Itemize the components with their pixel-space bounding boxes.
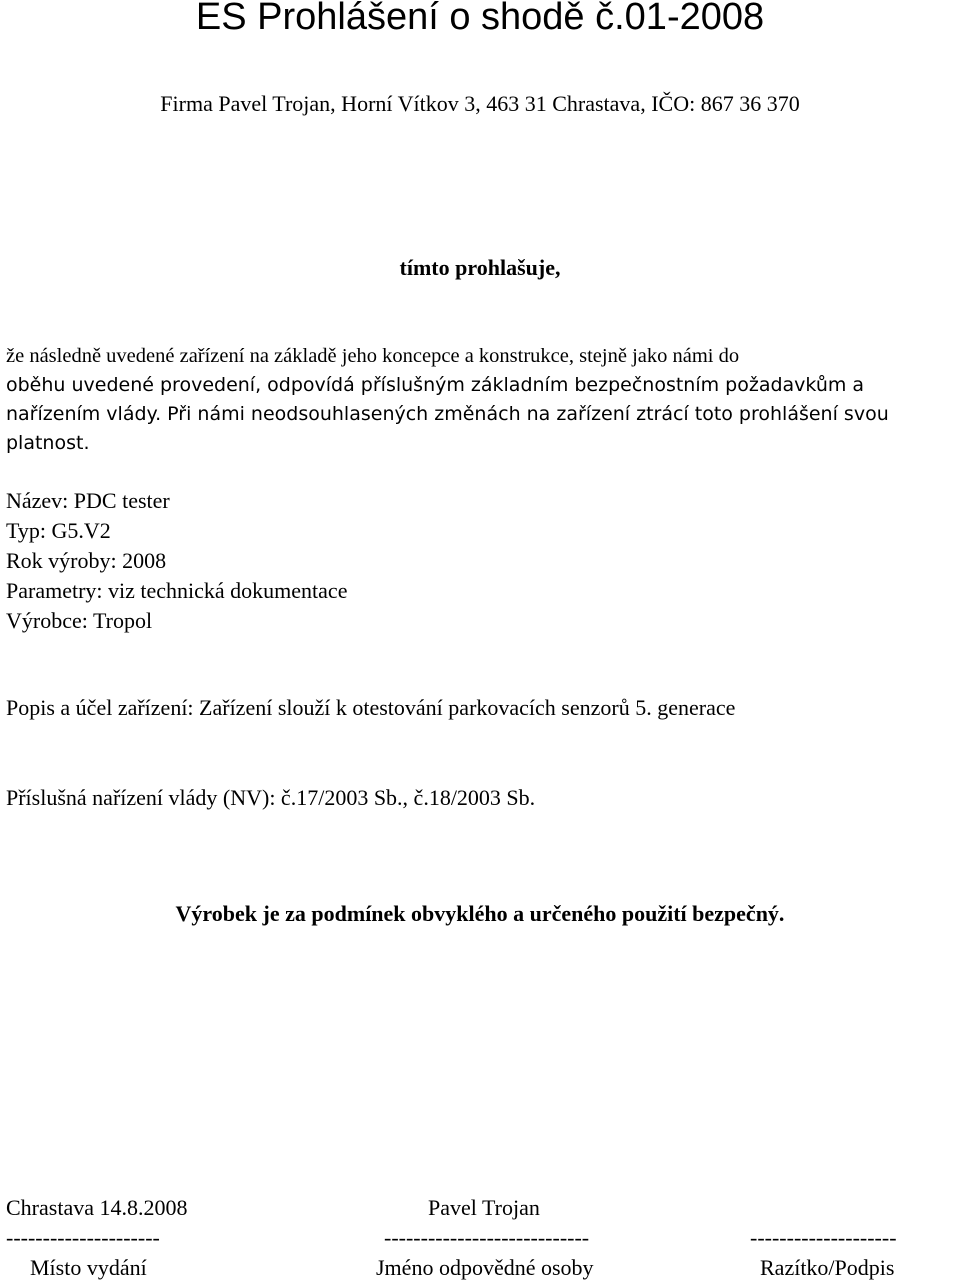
label-stamp-signature: Razítko/Podpis	[760, 1255, 895, 1280]
signature-line-place: ---------------------	[6, 1225, 160, 1250]
label-place-of-issue: Místo vydání	[30, 1255, 147, 1280]
document-title: ES Prohlášení o shodě č.01-2008	[195, 0, 765, 38]
spec-manufacturer: Výrobce: Tropol	[6, 608, 153, 633]
safety-statement: Výrobek je za podmínek obvyklého a určeného použití bezpečný.	[175, 901, 785, 926]
spec-parameters: Parametry: viz technická dokumentace	[6, 578, 348, 603]
declaration-paragraph	[6, 342, 956, 458]
place-date: Chrastava 14.8.2008	[6, 1195, 188, 1220]
spec-type: Typ: G5.V2	[6, 518, 111, 543]
spec-year: Rok výroby: 2008	[6, 548, 167, 573]
signature-line-stamp: --------------------	[750, 1225, 897, 1250]
spec-name: Název: PDC tester	[6, 488, 170, 513]
government-regulations: Příslušná nařízení vlády (NV): č.17/2003 Sb., č.18/2003 Sb.	[6, 785, 536, 810]
product-specs	[6, 486, 906, 636]
company-line: Firma Pavel Trojan, Horní Vítkov 3, 463 31 Chrastava, IČO: 867 36 370	[160, 91, 800, 116]
paragraph-line: nařízením vlády. Při námi neodsouhlasených změnách na zařízení ztrácí toto prohlášení svou	[6, 403, 889, 425]
paragraph-line: oběhu uvedené provedení, odpovídá příslušným základním bezpečnostním požadavkům a	[6, 374, 865, 396]
paragraph-line: že následně uvedené zařízení na základě jeho koncepce a konstrukce, stejně jako námi do	[6, 345, 740, 367]
device-purpose: Popis a účel zařízení: Zařízení slouží k otestování parkovacích senzorů 5. generace	[6, 695, 736, 720]
paragraph-line: platnost.	[6, 432, 90, 454]
signature-line-name: ----------------------------	[384, 1225, 590, 1250]
declaration-heading: tímto prohlašuje,	[399, 255, 561, 280]
label-responsible-person: Jméno odpovědné osoby	[376, 1255, 594, 1280]
responsible-person-name: Pavel Trojan	[428, 1195, 540, 1220]
